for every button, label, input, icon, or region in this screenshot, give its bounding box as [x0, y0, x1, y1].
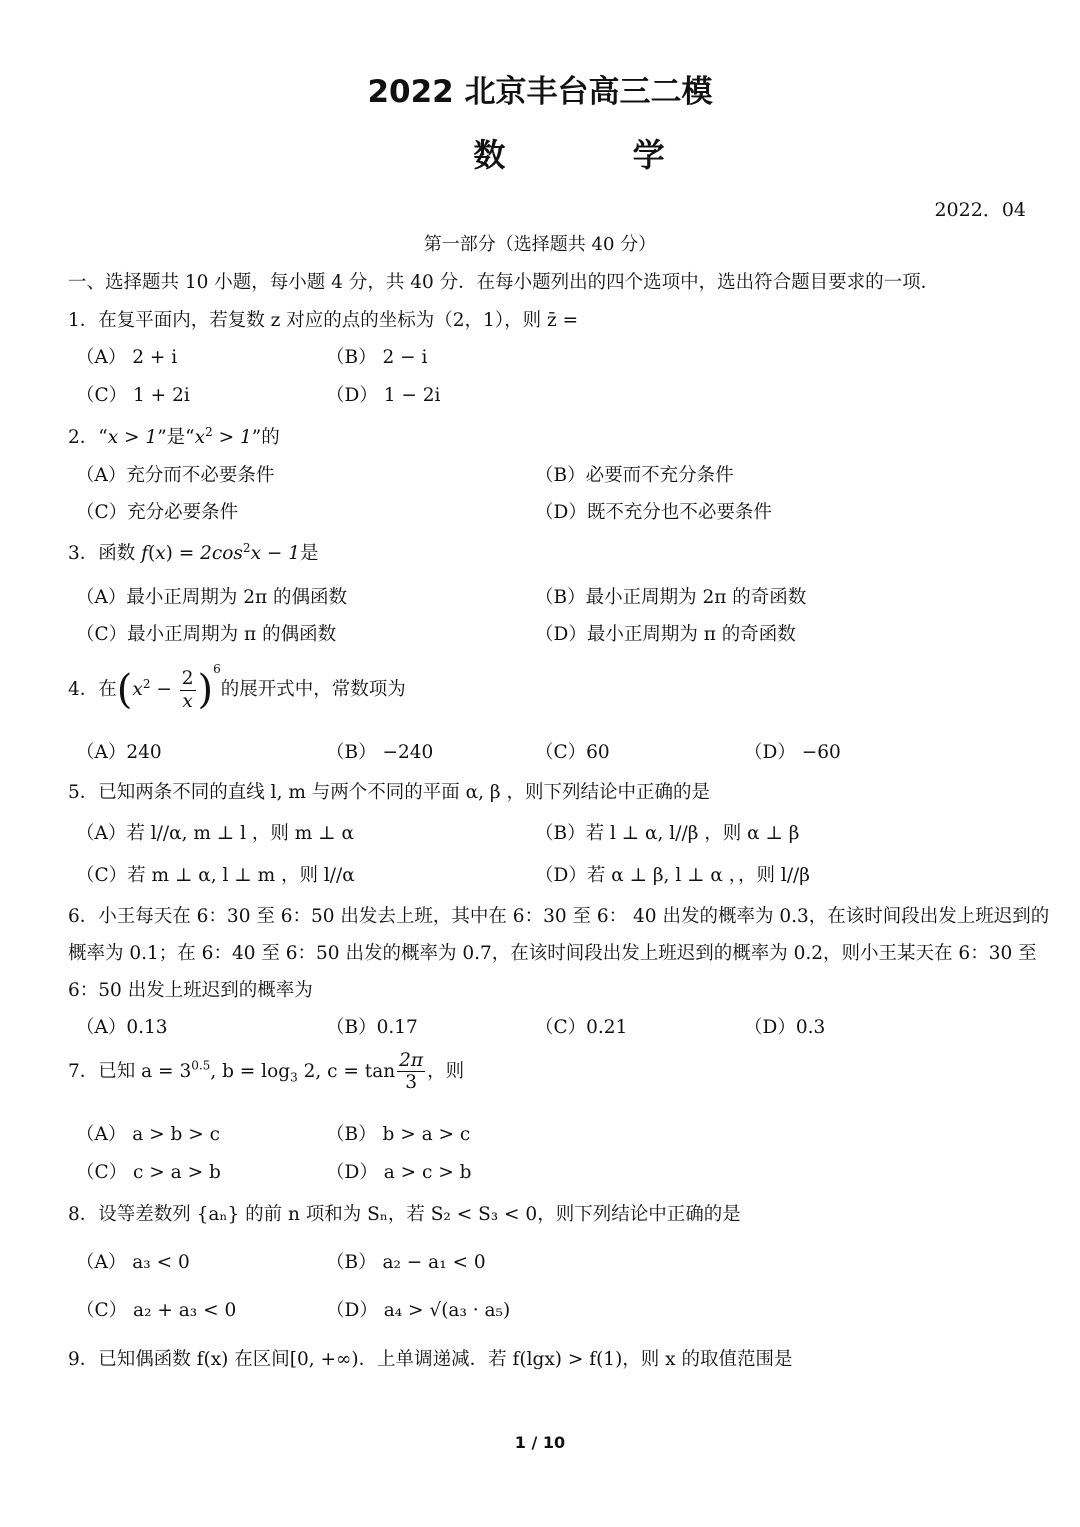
question-6-option-b: （B）0.17: [326, 1017, 418, 1038]
question-2-option-c: （C）充分必要条件: [76, 502, 239, 523]
q4-rparen: ): [197, 667, 214, 713]
question-8-option-d: （D） a₄ > √(a₃ · a₅): [326, 1300, 511, 1321]
question-8-option-c: （C） a₂ + a₃ < 0: [76, 1300, 237, 1321]
q7-fraction: [397, 1050, 425, 1094]
question-3-option-c: （C）最小正周期为 π 的偶函数: [76, 624, 337, 645]
q7-frac-den: 3: [405, 1072, 417, 1094]
q7-mid: , b = log: [210, 1060, 291, 1082]
q3-func: f: [141, 543, 149, 564]
document-title: 2022 北京丰台高三二模: [367, 74, 713, 110]
q4-base-exp: 2: [142, 676, 151, 691]
question-4-option-c: （C）60: [535, 742, 610, 763]
question-7-option-b: （B） b > a > c: [326, 1124, 471, 1145]
q2-exponent: 2: [205, 424, 213, 439]
q2-condition-b: x: [194, 427, 206, 448]
q3-expr: = 2cos: [172, 543, 243, 564]
question-1-option-d: （D） 1 − 2i: [326, 385, 441, 406]
question-5-option-c: （C）若 m ⊥ α, l ⊥ m ，则 l//α: [76, 865, 355, 886]
q3-exp: 2: [242, 540, 251, 555]
question-4-stem: [68, 662, 406, 712]
question-6-line-3: 6：50 出发上班迟到的概率为: [68, 980, 313, 1001]
q2-mid: ”是“: [157, 427, 195, 448]
q3-lparen: (: [148, 543, 156, 564]
question-8-option-b: （B） a₂ − a₁ < 0: [326, 1252, 486, 1273]
q4-base: x: [132, 679, 143, 700]
question-8-stem: 8．设等差数列 {aₙ} 的前 n 项和为 Sₙ，若 S₂ < S₃ < 0，则下列结论中正确的是: [68, 1204, 741, 1225]
question-2-stem: [68, 423, 280, 449]
question-5-option-a: （A）若 l//α, m ⊥ l ，则 m ⊥ α: [76, 823, 354, 844]
question-3-stem: [68, 539, 319, 565]
q3-expr2: x − 1: [250, 543, 301, 564]
part-heading: 第一部分（选择题共 40 分）: [423, 234, 657, 255]
q3-suffix: 是: [300, 543, 319, 564]
question-1-option-a: （A） 2 + i: [76, 347, 178, 368]
q7-sub: 3: [290, 1070, 298, 1085]
question-5-stem: 5．已知两条不同的直线 l, m 与两个不同的平面 α, β ，则下列结论中正确的是: [68, 782, 710, 803]
q2-condition-b-tail: > 1: [212, 427, 252, 448]
question-7-option-a: （A） a > b > c: [76, 1124, 220, 1145]
question-3-option-d: （D）最小正周期为 π 的奇函数: [535, 624, 796, 645]
question-7-stem: [68, 1050, 464, 1094]
question-6-line-2: 概率为 0.1；在 6：40 至 6：50 出发的概率为 0.7，在该时间段出发上班迟到的概率为 0.2，则小王某天在 6：30 至: [68, 943, 1037, 964]
question-3-option-b: （B）最小正周期为 2π 的奇函数: [535, 587, 807, 608]
subject-title: 数 学: [473, 136, 723, 174]
question-6-line-1: 6．小王每天在 6：30 至 6：50 出发去上班，其中在 6：30 至 6： 40 出发的概率为 0.3，在该时间段出发上班迟到的: [68, 906, 1050, 927]
q4-power: 6: [213, 662, 221, 676]
question-5-option-b: （B）若 l ⊥ α, l//β ，则 α ⊥ β: [535, 823, 800, 844]
question-6-option-a: （A）0.13: [76, 1017, 168, 1038]
q4-minus: −: [150, 679, 178, 700]
q3-prefix: 3．函数: [68, 543, 142, 564]
exam-date: 2022．04: [934, 199, 1026, 221]
question-2-option-b: （B）必要而不充分条件: [535, 465, 734, 486]
q4-frac-num: 2: [181, 668, 194, 690]
question-4-option-b: （B） −240: [326, 742, 434, 763]
question-9-stem: 9．已知偶函数 f(x) 在区间[0, +∞)．上单调递减．若 f(lgx) > f(1)，则 x 的取值范围是: [68, 1349, 793, 1370]
q4-lparen: (: [116, 667, 133, 713]
question-4-option-d: （D） −60: [744, 742, 841, 763]
q2-condition-a: x > 1: [107, 427, 158, 448]
question-4-option-a: （A）240: [76, 742, 162, 763]
q7-suffix: ，则: [427, 1060, 465, 1082]
q7-mid2: 2, c = tan: [297, 1060, 396, 1082]
question-1-stem: 1．在复平面内，若复数 z 对应的点的坐标为（2，1），则 z̄ =: [68, 310, 579, 331]
question-3-option-a: （A）最小正周期为 2π 的偶函数: [76, 587, 348, 608]
q4-suffix: 的展开式中，常数项为: [220, 679, 406, 700]
question-2-option-d: （D）既不充分也不必要条件: [535, 502, 772, 523]
question-1-option-b: （B） 2 − i: [326, 347, 428, 368]
q4-prefix: 4．在: [68, 679, 117, 700]
question-6-option-d: （D）0.3: [744, 1017, 826, 1038]
question-2-option-a: （A）充分而不必要条件: [76, 465, 275, 486]
section-instructions: 一、选择题共 10 小题，每小题 4 分，共 40 分．在每小题列出的四个选项中，选出符合题目要求的一项．: [68, 272, 940, 293]
question-1-option-c: （C） 1 + 2i: [76, 385, 190, 406]
question-7-option-d: （D） a > c > b: [326, 1162, 472, 1183]
q3-arg: x: [155, 543, 166, 564]
question-7-option-c: （C） c > a > b: [76, 1162, 221, 1183]
q2-suffix: ”的: [251, 427, 280, 448]
q4-frac-den: x: [182, 690, 193, 712]
q4-fraction: [180, 668, 196, 712]
q3-rparen: ): [165, 543, 173, 564]
page-number: 1 / 10: [514, 1433, 566, 1452]
q7-frac-num: 2π: [399, 1050, 424, 1071]
q2-prefix: 2．“: [68, 427, 108, 448]
q7-prefix: 7．已知 a = 3: [68, 1060, 192, 1082]
q7-exp: 0.5: [191, 1058, 211, 1073]
question-8-option-a: （A） a₃ < 0: [76, 1252, 190, 1273]
question-5-option-d: （D）若 α ⊥ β, l ⊥ α ，，则 l//β: [535, 865, 810, 886]
question-6-option-c: （C）0.21: [535, 1017, 628, 1038]
